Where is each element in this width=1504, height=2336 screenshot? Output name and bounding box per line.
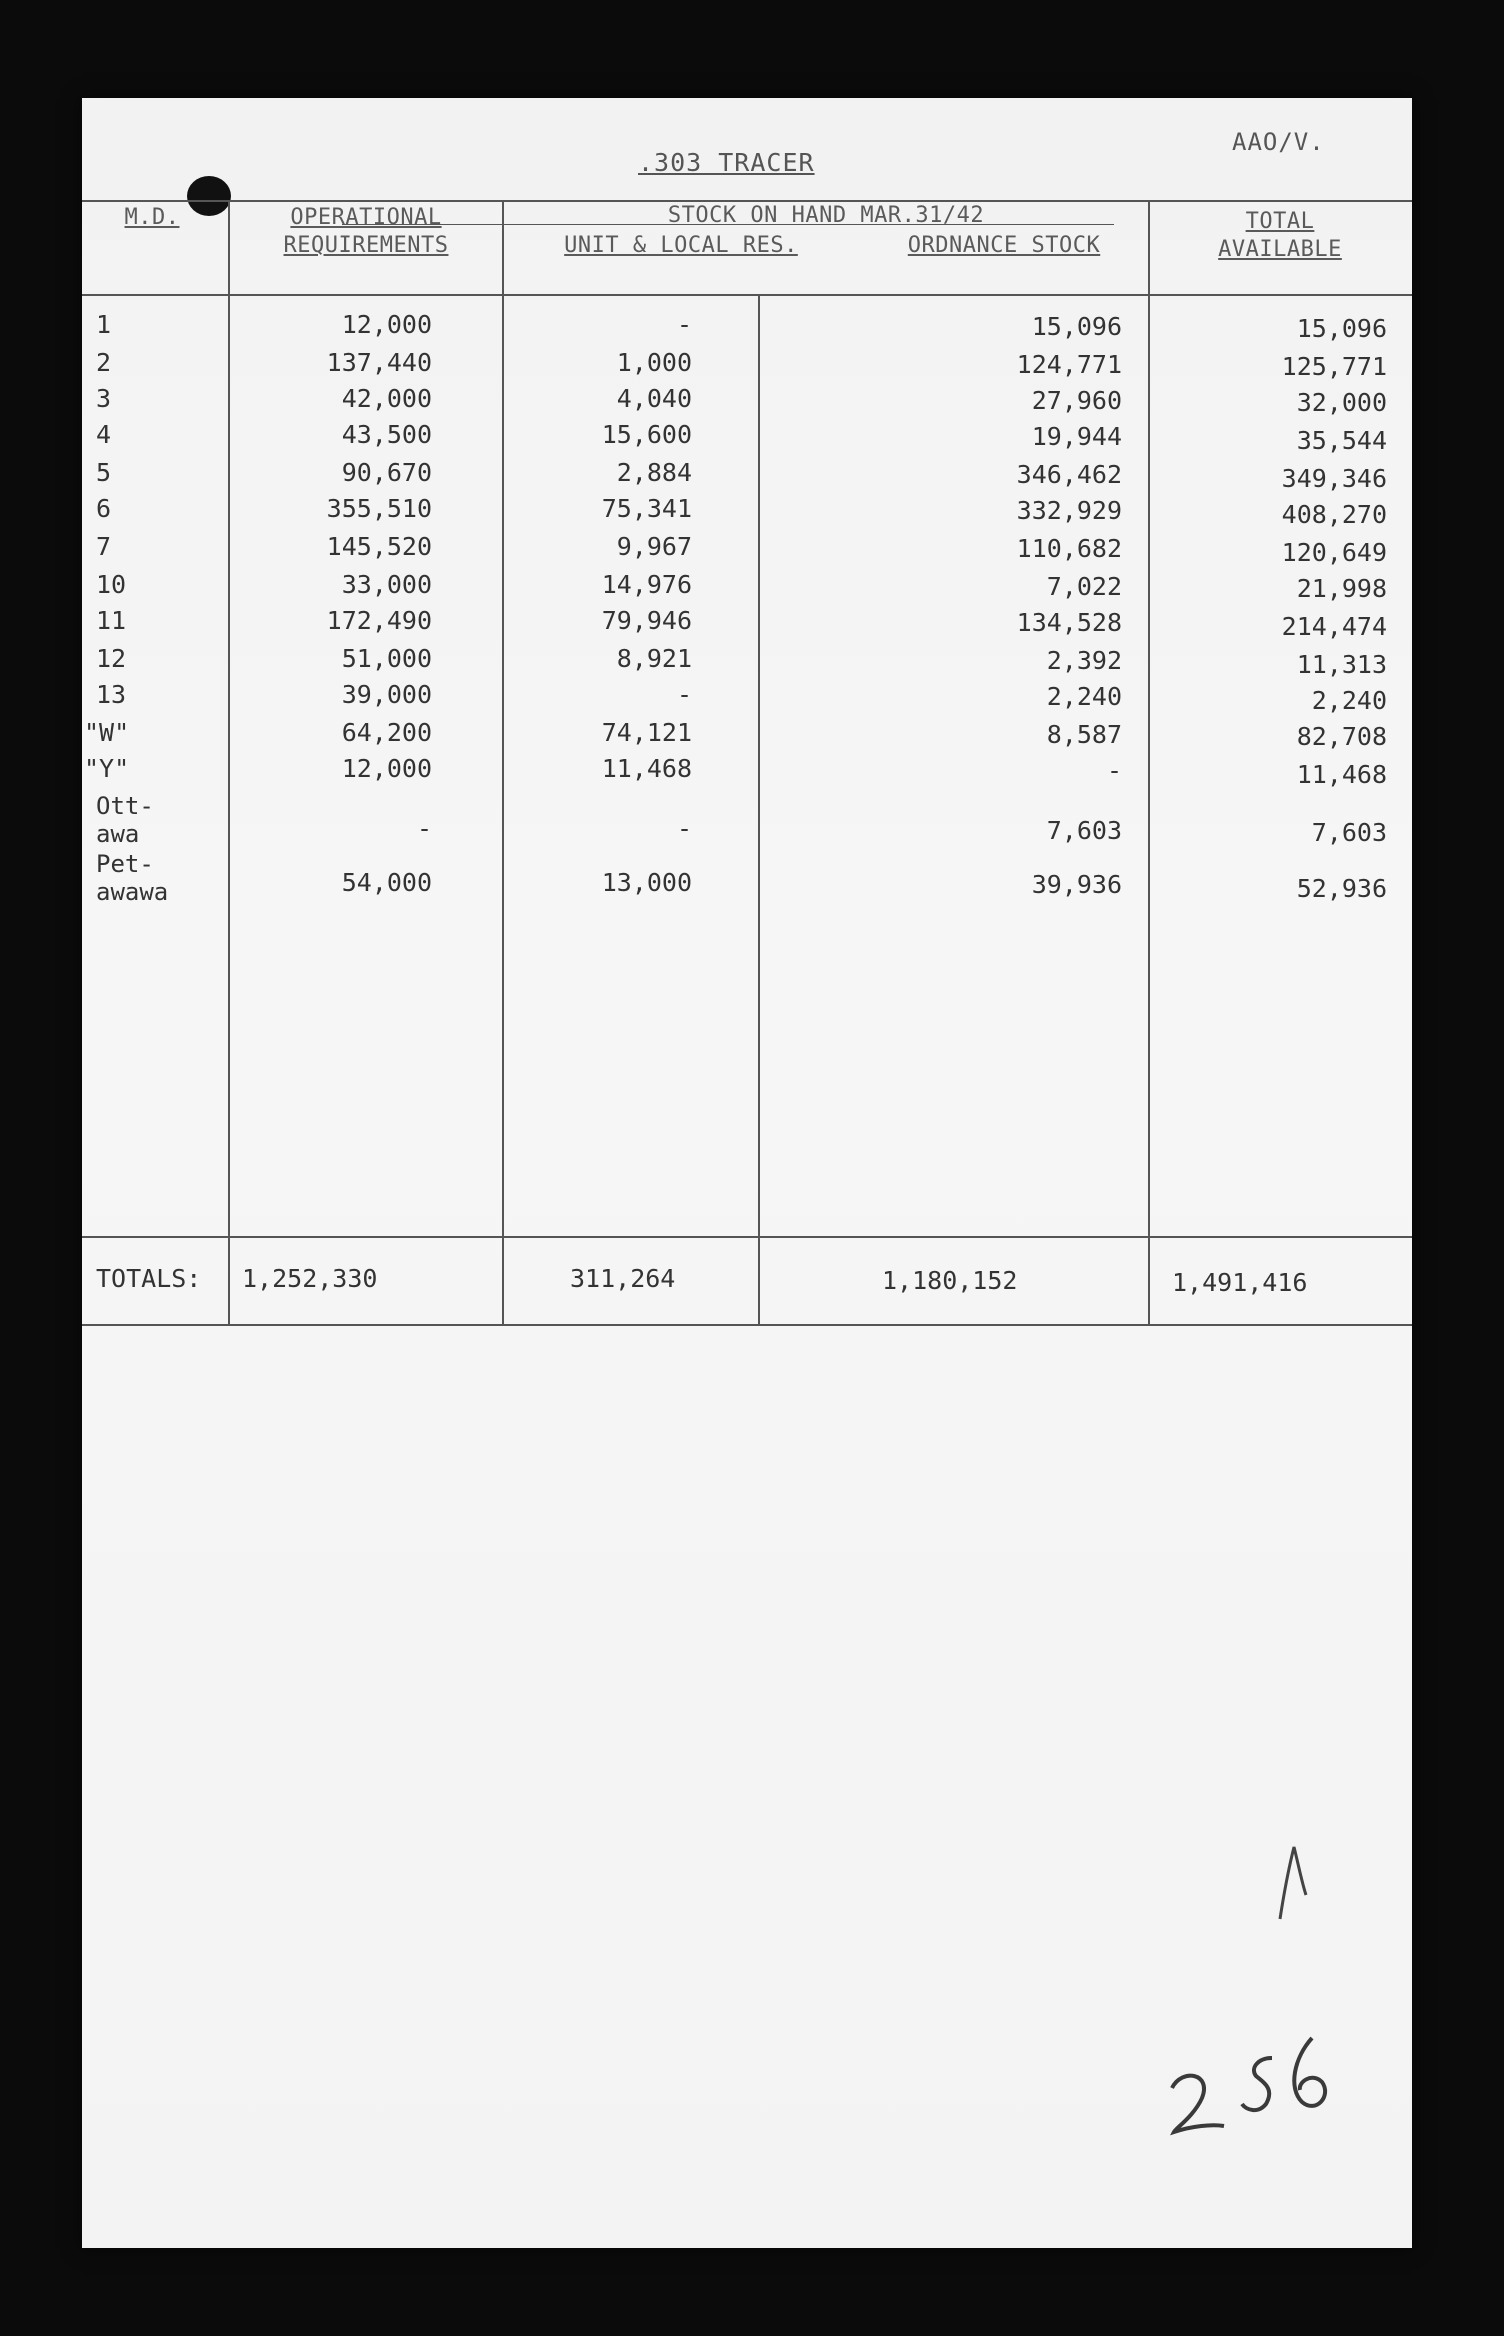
md-cell: 1 xyxy=(96,310,112,339)
unit-local-cell: 2,884 xyxy=(616,458,692,487)
total-cell: 408,270 xyxy=(1281,500,1387,529)
total-cell: 32,000 xyxy=(1296,388,1387,417)
operational-cell: - xyxy=(416,814,432,843)
ordnance-cell: 2,392 xyxy=(1046,646,1122,675)
operational-cell: 33,000 xyxy=(341,570,432,599)
md-cell: 7 xyxy=(96,532,112,561)
operational-cell: 42,000 xyxy=(341,384,432,413)
total-cell: 52,936 xyxy=(1296,874,1387,903)
unit-local-cell: 11,468 xyxy=(601,754,692,783)
operational-cell: 12,000 xyxy=(341,754,432,783)
total-cell: 11,313 xyxy=(1296,650,1387,679)
header-total-line2: AVAILABLE xyxy=(1218,237,1342,262)
totals-top-line xyxy=(82,1236,1412,1238)
unit-local-cell: 9,967 xyxy=(616,532,692,561)
ordnance-cell: 346,462 xyxy=(1016,460,1122,489)
md-cell: 5 xyxy=(96,458,112,487)
md-cell: 4 xyxy=(96,420,112,449)
column-divider-1 xyxy=(228,200,230,1324)
md-cell: 2 xyxy=(96,348,112,377)
ordnance-cell: 124,771 xyxy=(1016,350,1122,379)
ordnance-cell: 7,603 xyxy=(1046,816,1122,845)
unit-local-cell: 14,976 xyxy=(601,570,692,599)
unit-local-cell: 79,946 xyxy=(601,606,692,635)
unit-local-cell: 4,040 xyxy=(616,384,692,413)
handwritten-number xyxy=(1162,2028,1362,2148)
total-cell: 349,346 xyxy=(1281,464,1387,493)
ordnance-cell: 15,096 xyxy=(1031,312,1122,341)
unit-local-cell: - xyxy=(676,310,692,339)
header-md: M.D. xyxy=(124,205,180,230)
md-cell: 13 xyxy=(96,680,127,709)
unit-local-cell: - xyxy=(676,680,692,709)
md-cell: 6 xyxy=(96,494,112,523)
totals-total: 1,491,416 xyxy=(1172,1268,1308,1297)
md-cell-line1: Ott- xyxy=(96,792,154,820)
unit-local-cell: - xyxy=(676,814,692,843)
total-cell: 214,474 xyxy=(1281,612,1387,641)
total-cell: 21,998 xyxy=(1296,574,1387,603)
unit-local-cell: 13,000 xyxy=(601,868,692,897)
totals-operational: 1,252,330 xyxy=(242,1264,378,1293)
md-cell xyxy=(96,850,186,906)
ordnance-cell: - xyxy=(1106,756,1122,785)
unit-local-cell: 8,921 xyxy=(616,644,692,673)
unit-local-cell: 74,121 xyxy=(601,718,692,747)
md-cell-line2: awa xyxy=(96,820,140,848)
ordnance-cell: 332,929 xyxy=(1016,496,1122,525)
operational-cell: 137,440 xyxy=(326,348,432,377)
header-bottom-line xyxy=(82,294,1412,296)
document-title: .303 TRACER xyxy=(638,148,815,177)
totals-label: TOTALS: xyxy=(96,1264,202,1293)
total-cell: 2,240 xyxy=(1311,686,1387,715)
ordnance-cell: 2,240 xyxy=(1046,682,1122,711)
total-cell: 82,708 xyxy=(1296,722,1387,751)
totals-ordnance: 1,180,152 xyxy=(882,1266,1018,1295)
md-cell-line2: awawa xyxy=(96,878,169,906)
total-cell: 7,603 xyxy=(1311,818,1387,847)
header-operational xyxy=(232,204,500,260)
md-cell: 11 xyxy=(96,606,127,635)
total-cell: 125,771 xyxy=(1281,352,1387,381)
header-total xyxy=(1152,208,1408,264)
operational-cell: 145,520 xyxy=(326,532,432,561)
header-stock-group: STOCK ON HAND MAR.31/42 xyxy=(667,203,985,228)
handwritten-tick-mark xyxy=(1272,1843,1312,1923)
operational-cell: 54,000 xyxy=(341,868,432,897)
md-cell: 3 xyxy=(96,384,112,413)
ordnance-cell: 7,022 xyxy=(1046,572,1122,601)
md-cell: 12 xyxy=(96,644,127,673)
md-cell: 10 xyxy=(96,570,127,599)
ordnance-cell: 19,944 xyxy=(1031,422,1122,451)
operational-cell: 64,200 xyxy=(341,718,432,747)
header-total-line1: TOTAL xyxy=(1245,209,1315,234)
document-page xyxy=(82,98,1412,2248)
operational-cell: 90,670 xyxy=(341,458,432,487)
unit-local-cell: 15,600 xyxy=(601,420,692,449)
md-cell: "Y" xyxy=(84,754,130,783)
totals-bottom-line xyxy=(82,1324,1412,1326)
total-cell: 120,649 xyxy=(1281,538,1387,567)
unit-local-cell: 1,000 xyxy=(616,348,692,377)
totals-unit-local: 311,264 xyxy=(570,1264,676,1293)
header-unit-local: UNIT & LOCAL RES. xyxy=(564,233,798,258)
ordnance-cell: 8,587 xyxy=(1046,720,1122,749)
header-operational-line2: REQUIREMENTS xyxy=(283,233,449,258)
unit-local-cell: 75,341 xyxy=(601,494,692,523)
ordnance-cell: 27,960 xyxy=(1031,386,1122,415)
header-ordnance: ORDNANCE STOCK xyxy=(907,233,1101,258)
operational-cell: 12,000 xyxy=(341,310,432,339)
operational-cell: 355,510 xyxy=(326,494,432,523)
total-cell: 35,544 xyxy=(1296,426,1387,455)
handwritten-number-drawing xyxy=(1162,2028,1362,2148)
operational-cell: 51,000 xyxy=(341,644,432,673)
md-cell-line1: Pet- xyxy=(96,850,154,878)
reference-code: AAO/V. xyxy=(1232,128,1325,156)
total-cell: 15,096 xyxy=(1296,314,1387,343)
ordnance-cell: 39,936 xyxy=(1031,870,1122,899)
total-cell: 11,468 xyxy=(1296,760,1387,789)
operational-cell: 39,000 xyxy=(341,680,432,709)
operational-cell: 172,490 xyxy=(326,606,432,635)
ordnance-cell: 110,682 xyxy=(1016,534,1122,563)
header-operational-line1: OPERATIONAL xyxy=(290,205,442,230)
md-cell: "W" xyxy=(84,718,130,747)
md-cell xyxy=(96,792,186,848)
operational-cell: 43,500 xyxy=(341,420,432,449)
ordnance-cell: 134,528 xyxy=(1016,608,1122,637)
